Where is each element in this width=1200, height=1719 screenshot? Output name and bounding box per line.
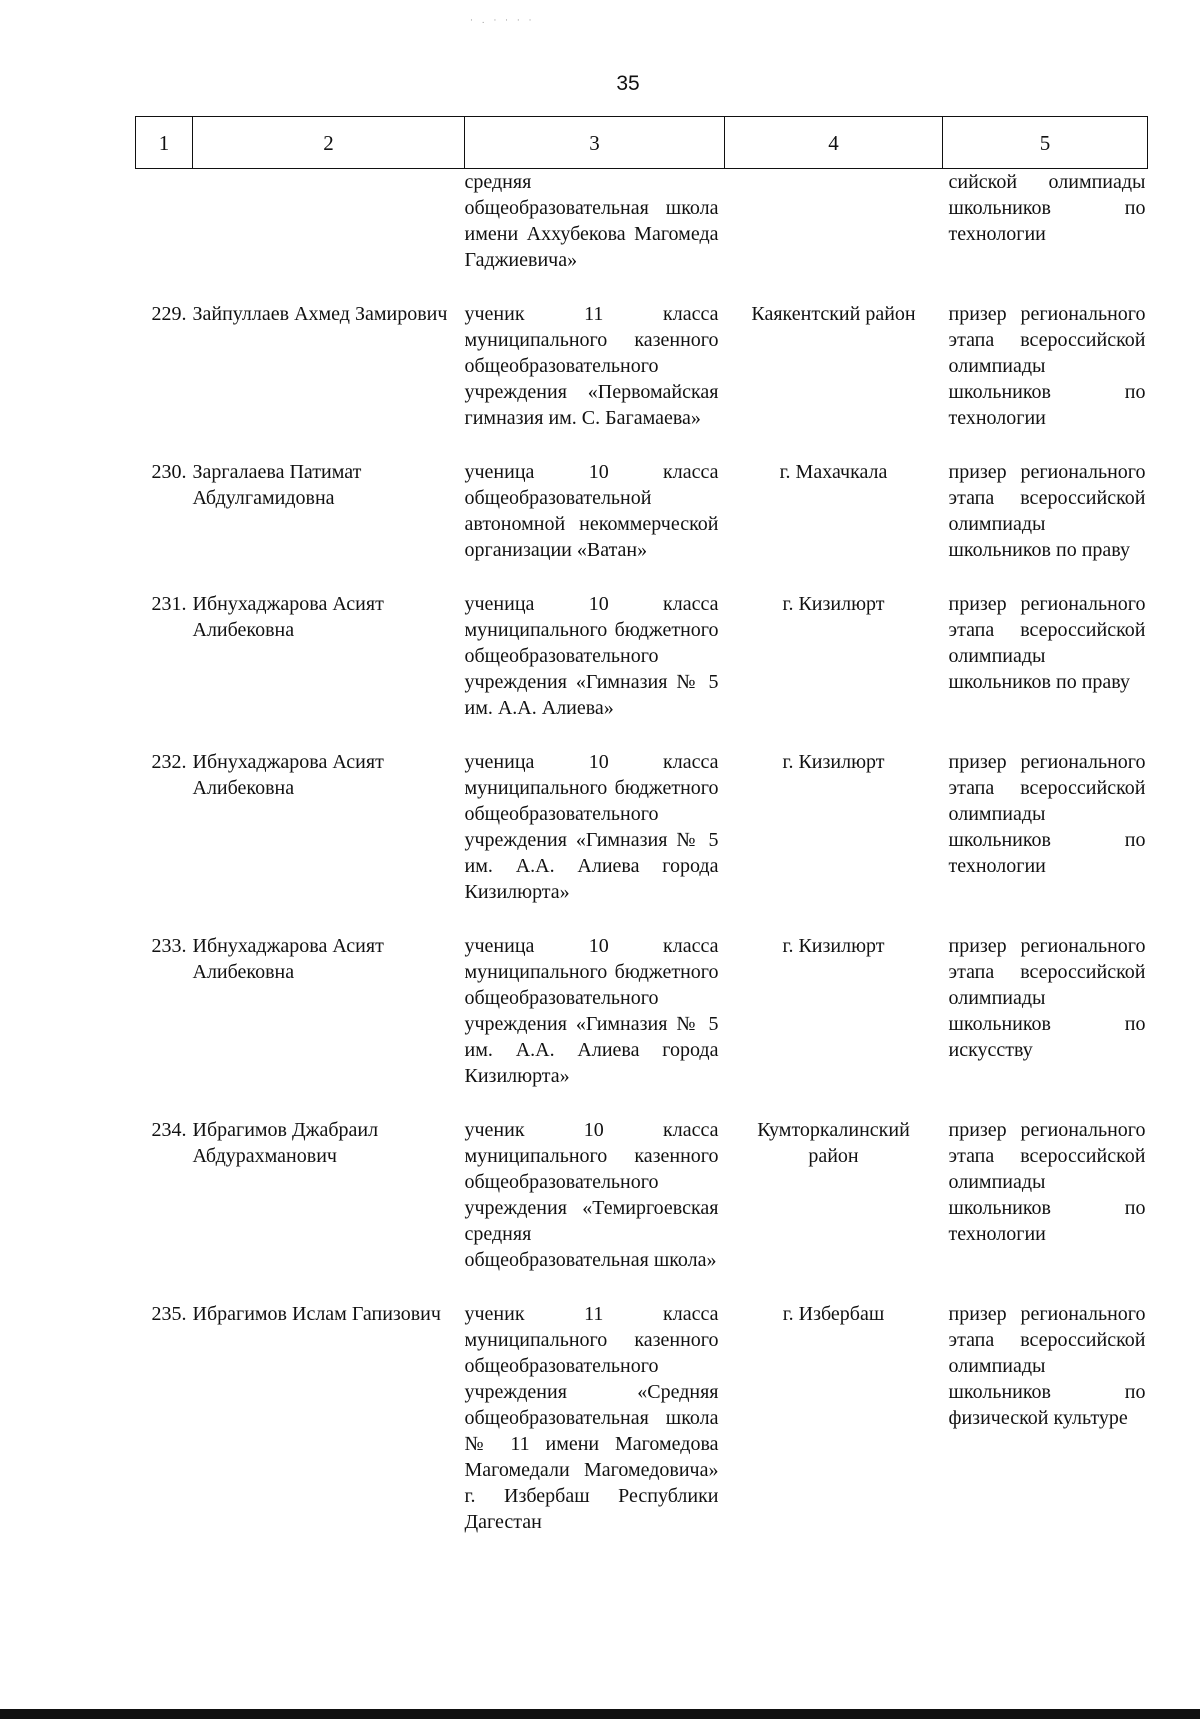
table-row	[136, 591, 1148, 721]
award-cell: сийской олимпиады школьников по технологии	[948, 171, 1146, 245]
institution-cell: ученица 10 класса муниципального бюджетного общеобразовательного учреждения «Гимназия № 5 им. А.А. Алиева»	[464, 593, 719, 719]
row-number-cell: 232.	[151, 751, 187, 773]
award-cell: призер регионального этапа всероссийской олимпиады школьников по искусству	[948, 935, 1146, 1061]
row-spacer	[136, 273, 1148, 301]
award-cell: призер регионального этапа всероссийской олимпиады школьников по технологии	[948, 1119, 1146, 1245]
column-header-4: 4	[725, 117, 943, 169]
table-row	[136, 301, 1148, 431]
institution-cell: ученица 10 класса муниципального бюджетного общеобразовательного учреждения «Гимназия № 5 им. А.А. Алиева города Кизилюрта»	[464, 935, 719, 1087]
name-cell: Заргалаева Патимат Абдулгамидовна	[192, 461, 362, 509]
name-cell: Ибрагимов Джабраил Абдурахманович	[192, 1119, 379, 1167]
region-cell: г. Кизилюрт	[782, 935, 885, 957]
award-cell: призер регионального этапа всероссийской олимпиады школьников по праву	[948, 593, 1146, 693]
row-number-cell: 234.	[151, 1119, 187, 1141]
row-spacer	[136, 721, 1148, 749]
region-cell: г. Избербаш	[782, 1303, 885, 1325]
row-number-cell: 230.	[151, 461, 187, 483]
column-header-5: 5	[943, 117, 1148, 169]
table-row	[136, 459, 1148, 563]
scan-artifact: · . · · · ·	[470, 16, 535, 26]
row-number-cell: 235.	[151, 1303, 187, 1325]
award-cell: призер регионального этапа всероссийской олимпиады школьников по физической культуре	[948, 1303, 1146, 1429]
page-number: 35	[616, 72, 640, 95]
institution-cell: ученик 10 класса муниципального казенного общеобразовательного учреждения «Темиргоевская средняя общеобразовательная школа»	[464, 1119, 719, 1271]
row-spacer	[136, 1089, 1148, 1117]
row-number-cell: 231.	[151, 593, 187, 615]
name-cell: Ибнухаджарова Асият Алибековна	[192, 935, 384, 983]
institution-cell: ученица 10 класса общеобразовательной автономной некоммерческой организации «Ватан»	[464, 461, 719, 561]
table-row	[136, 1301, 1148, 1535]
column-header-3: 3	[465, 117, 725, 169]
region-cell: г. Кизилюрт	[782, 593, 885, 615]
row-spacer	[136, 563, 1148, 591]
table-row	[136, 933, 1148, 1089]
institution-cell: средняя общеобразовательная школа имени Аххубекова Магомеда Гаджиевича»	[464, 171, 719, 271]
continued-row	[136, 169, 1148, 274]
row-spacer	[136, 1273, 1148, 1301]
region-cell: г. Махачкала	[779, 461, 888, 483]
institution-cell: ученица 10 класса муниципального бюджетного общеобразовательного учреждения «Гимназия № 5 им. А.А. Алиева города Кизилюрта»	[464, 751, 719, 903]
name-cell: Ибнухаджарова Асият Алибековна	[192, 593, 384, 641]
awardees-table	[135, 116, 1148, 1535]
table-row	[136, 1117, 1148, 1273]
award-cell: призер регионального этапа всероссийской олимпиады школьников по технологии	[948, 751, 1146, 877]
row-number-cell: 229.	[151, 303, 187, 325]
name-cell: Зайпуллаев Ахмед Замирович	[192, 303, 448, 325]
award-cell: призер регионального этапа всероссийской олимпиады школьников по праву	[948, 461, 1146, 561]
institution-cell: ученик 11 класса муниципального казенного общеобразовательного учреждения «Первомайская гимназия им. С. Багамаева»	[464, 303, 719, 429]
name-cell: Ибрагимов Ислам Гапизович	[192, 1303, 441, 1325]
column-header-2: 2	[193, 117, 465, 169]
row-spacer	[136, 431, 1148, 459]
name-cell: Ибнухаджарова Асият Алибековна	[192, 751, 384, 799]
column-number-header	[136, 117, 1148, 169]
column-header-1: 1	[136, 117, 193, 169]
row-spacer	[136, 905, 1148, 933]
region-cell: г. Кизилюрт	[782, 751, 885, 773]
institution-cell: ученик 11 класса муниципального казенного общеобразовательного учреждения «Средняя общеобразовательная школа № 11 имени Магомедова Магомедали Магомедовича» г. Избербаш Республики Дагестан	[464, 1303, 719, 1533]
scan-bottom-edge	[0, 1709, 1200, 1719]
region-cell: Каякентский район	[751, 303, 916, 325]
table-row	[136, 749, 1148, 905]
row-number-cell: 233.	[151, 935, 187, 957]
award-cell: призер регионального этапа всероссийской олимпиады школьников по технологии	[948, 303, 1146, 429]
region-cell: Кумторкалинский район	[757, 1119, 910, 1167]
